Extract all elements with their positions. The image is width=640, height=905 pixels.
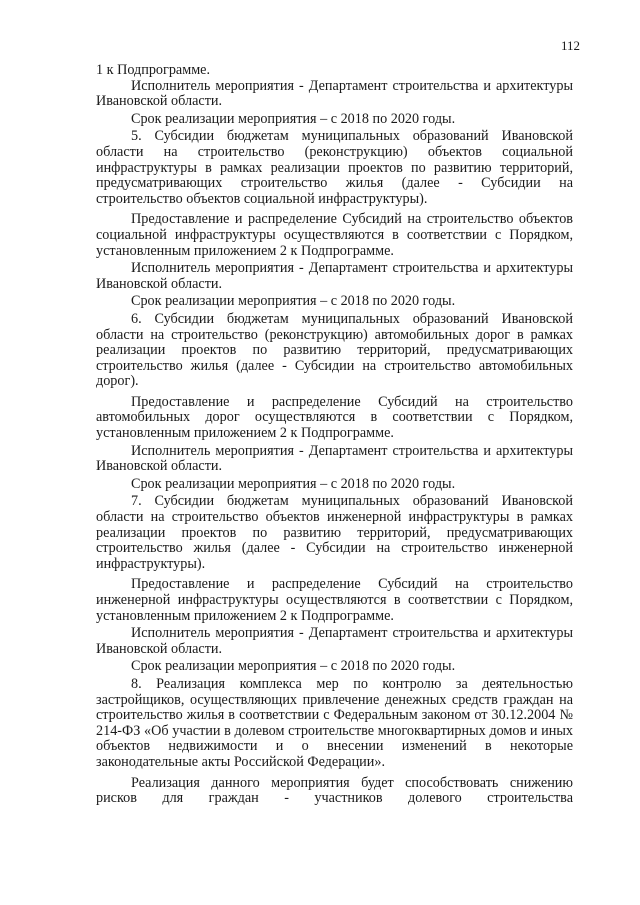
paragraph-term: Срок реализации мероприятия – с 2018 по 2020 годы. bbox=[131, 110, 456, 127]
paragraph-executor: Исполнитель мероприятия - Департамент строительства и архитектуры Ивановской области. bbox=[96, 260, 573, 292]
paragraph-item-5: 5. Субсидии бюджетам муниципальных образований Ивановской области на строительство (реконструкцию) объектов социальной инфраструктуры в рамках реализации проектов по развитию территорий, предусматривающих строительство жилья (далее - Субсидии на строительство объектов социальной инфраструктуры). bbox=[96, 128, 573, 207]
paragraph-continuation: 1 к Подпрограмме. bbox=[96, 62, 211, 78]
paragraph-term: Срок реализации мероприятия – с 2018 по 2020 годы. bbox=[131, 475, 456, 492]
paragraph-executor: Исполнитель мероприятия - Департамент строительства и архитектуры Ивановской области. bbox=[96, 442, 573, 475]
paragraph-item-6: 6. Субсидии бюджетам муниципальных образований Ивановской области на строительство (реконструкцию) автомобильных дорог в рамках реализации проектов по развитию территорий, предусматривающих строительство жилья (далее - Субсидии на строительство автомобильных дорог). bbox=[96, 310, 573, 390]
paragraph-term: Срок реализации мероприятия – с 2018 по 2020 годы. bbox=[131, 658, 456, 675]
paragraph-executor: Исполнитель мероприятия - Департамент строительства и архитектуры Ивановской области. bbox=[96, 77, 573, 110]
page-number: 112 bbox=[560, 38, 580, 53]
paragraph-item-8: 8. Реализация комплекса мер по контролю за деятельностью застройщиков, осуществляющих привлечение денежных средств граждан на строительство жилья в соответствии с Федеральным законом от 30.12.2004 № 214-ФЗ «Об участии в долевом строительстве многоквартирных домов и иных объектов недвижимости и о внесении изменений в некоторые законодательные акты Российской Федерации». bbox=[96, 675, 573, 770]
paragraph-item-7: 7. Субсидии бюджетам муниципальных образований Ивановской области на строительство объектов инженерной инфраструктуры в рамках реализации проектов по развитию территорий, предусматривающих строительство жилья (далее - Субсидии на строительство инженерной инфраструктуры). bbox=[96, 493, 573, 572]
paragraph-distribution: Предоставление и распределение Субсидий на строительство инженерной инфраструктуры осуществляются в соответствии с Порядком, установленным приложением 2 к Подпрограмме. bbox=[96, 576, 573, 624]
paragraph-item-8-effect: Реализация данного мероприятия будет способствовать снижению рисков для граждан - участников долевого строительства bbox=[96, 774, 573, 807]
paragraph-term: Срок реализации мероприятия – с 2018 по 2020 годы. bbox=[131, 293, 456, 310]
document-body bbox=[96, 63, 573, 807]
paragraph-distribution: Предоставление и распределение Субсидий на строительство автомобильных дорог осуществляются в соответствии с Порядком, установленным приложением 2 к Подпрограмме. bbox=[96, 393, 573, 442]
paragraph-executor: Исполнитель мероприятия - Департамент строительства и архитектуры Ивановской области. bbox=[96, 625, 573, 657]
paragraph-distribution: Предоставление и распределение Субсидий на строительство объектов социальной инфраструктуры осуществляются в соответствии с Порядком, установленным приложением 2 к Подпрограмме. bbox=[96, 211, 573, 259]
